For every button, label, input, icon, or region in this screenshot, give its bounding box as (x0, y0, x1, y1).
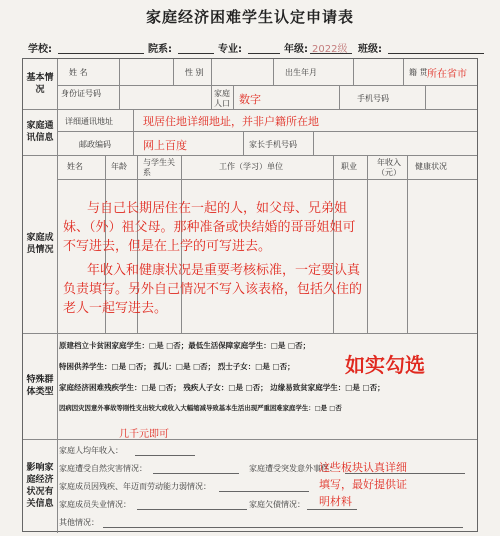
impact-unemployment-field[interactable] (137, 509, 247, 510)
members-note-5: 负责填写。另外自己情况不写入该表格，包括久住的 (63, 282, 363, 297)
special-line-3[interactable]: 家庭经济困难残疾学生：□是 □否； 残疾人子女：□是 □否； 边缘易致贫家庭学生：□是 □否； (59, 383, 385, 392)
origin-label: 籍 贯 (409, 68, 428, 77)
impact-disability-field[interactable] (219, 491, 309, 492)
family-size-note: 数字 (239, 93, 261, 106)
impact-other: 其他情况： (59, 518, 99, 527)
family-size-label: 家庭人口 (214, 89, 230, 108)
col-occupation: 职业 (341, 162, 357, 171)
impact-accident: 家庭遭受突发意外事件： (249, 464, 337, 473)
impact-disaster-field[interactable] (153, 473, 239, 474)
members-section-label: 家庭成员情况 (26, 233, 54, 255)
parent-phone-label: 家长手机号码 (249, 140, 297, 149)
impact-disaster: 家庭遭受自然灾害情况： (59, 464, 147, 473)
major-field[interactable] (248, 53, 280, 54)
impact-other-field[interactable] (103, 527, 463, 528)
special-note: 如实勾选 (345, 353, 425, 377)
class-label: 班级: (358, 44, 382, 55)
impact-income: 家庭人均年收入： (59, 446, 123, 455)
members-note-4: 年收入和健康状况是重要考核标准，一定要认真 (87, 263, 361, 278)
gender-label: 性 别 (185, 68, 204, 77)
department-label: 院系: (148, 44, 172, 55)
impact-disability: 家庭成员因残疾、年迈而劳动能力弱情况： (59, 482, 211, 491)
header-fields (28, 40, 488, 58)
phone-label: 手机号码 (357, 94, 389, 103)
impact-unemployment: 家庭成员失业情况： (59, 500, 131, 509)
address-label: 详细通讯地址 (65, 117, 113, 126)
col-workplace: 工作（学习）单位 (219, 162, 283, 171)
name-label: 姓 名 (69, 68, 88, 77)
special-line-4[interactable]: 因病因灾因意外事故等刚性支出较大或收入大幅缩减导致基本生活出现严重困难家庭学生：□是 □否 (59, 404, 342, 412)
page-title: 家庭经济困难学生认定申请表 (145, 8, 354, 26)
class-field[interactable] (388, 53, 484, 54)
address-note: 现居住地详细地址，并非户籍所在地 (143, 115, 319, 128)
impact-note-3: 明材料 (319, 495, 352, 508)
col-income: 年收入（元） (377, 158, 401, 177)
special-section-label: 特殊群体类型 (26, 375, 54, 397)
impact-note-1: 这些板块认真详细 (319, 461, 407, 474)
grade-label: 年级: (284, 44, 308, 55)
major-label: 专业: (218, 44, 242, 55)
impact-income-note: 几千元即可 (119, 429, 169, 440)
col-name: 姓名 (67, 162, 83, 171)
postcode-label: 邮政编码 (79, 140, 111, 149)
department-field[interactable] (178, 53, 214, 54)
school-field[interactable] (58, 53, 144, 54)
origin-note: 所在省市 (427, 69, 467, 80)
col-health: 健康状况 (415, 162, 447, 171)
grade-value: 2022级 (312, 44, 348, 55)
col-age: 年龄 (111, 162, 127, 171)
special-line-1[interactable]: 原建档立卡贫困家庭学生：□是 □否；最低生活保障家庭学生：□是 □否； (59, 341, 311, 350)
birth-label: 出生年月 (285, 68, 317, 77)
basic-section-label: 基本情况 (26, 73, 54, 95)
school-label: 学校: (28, 44, 52, 55)
grade-field[interactable] (310, 53, 352, 54)
impact-section-label: 影响家庭经济状况有关信息 (26, 463, 54, 509)
members-note-3: 不写进去，但是在上学的可写进去。 (63, 239, 272, 254)
members-note-2: 妹、（外）祖父母。那种准备或快结婚的哥哥姐姐可 (63, 220, 356, 235)
postcode-note: 网上百度 (143, 139, 187, 152)
id-number-label: 身份证号码 (61, 89, 101, 98)
contact-section-label: 家庭通讯信息 (26, 121, 54, 143)
impact-income-field[interactable] (135, 455, 195, 456)
impact-debt: 家庭欠债情况： (249, 500, 305, 509)
impact-note-2: 填写，最好提供证 (319, 478, 407, 491)
members-note-6: 老人一起写进去。 (63, 301, 168, 316)
special-line-2[interactable]: 特困供养学生：□是 □否； 孤儿：□是 □否； 烈士子女：□是 □否； (59, 362, 295, 371)
col-relation: 与学生关系 (143, 158, 175, 177)
members-note-1: 与自己长期居住在一起的人，如父母、兄弟姐 (87, 201, 348, 216)
application-table (22, 58, 478, 532)
